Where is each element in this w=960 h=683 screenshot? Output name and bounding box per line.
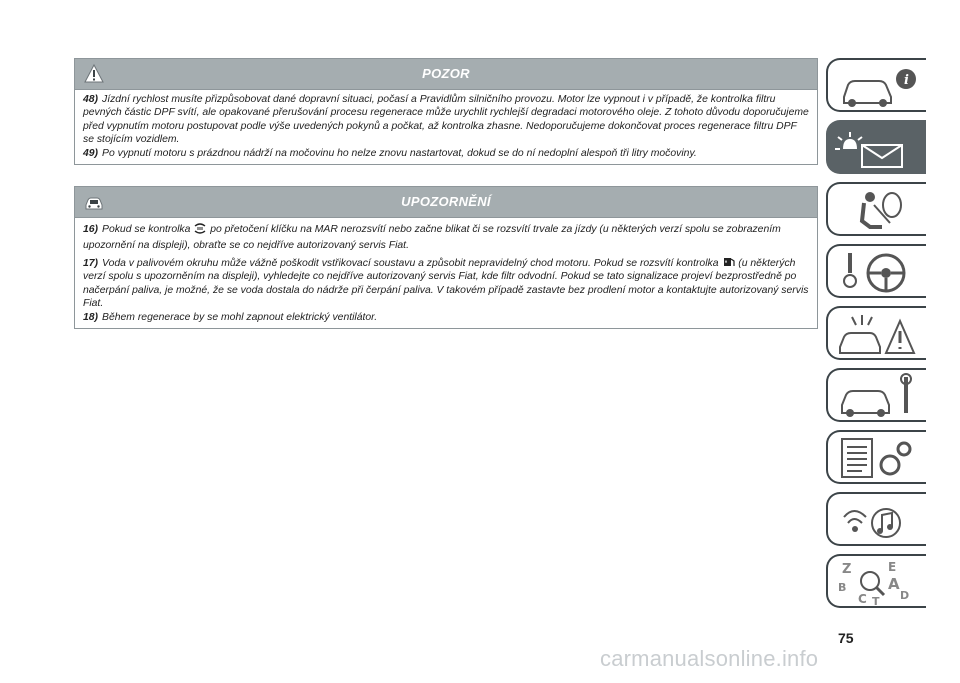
tab-multimedia[interactable] [826, 492, 926, 546]
maintenance-icon [834, 373, 924, 419]
technical-data-icon [834, 435, 924, 481]
pozor-body [75, 90, 817, 164]
paragraph-17 [83, 257, 809, 311]
item-text-after: (u některých verzí spolu s upozorněním na displeji), vyhledejte co nejdříve autorizovaný servis Fiat, kde filtr odvodní. Pokud se tato signalizace projeví bezprostředně po načerpání paliva, je možné, že se voda dostala do nádrže při čerpání paliva. V takovém případě zastavte bez prodlení motor a kontaktujte autorizovaný servis Fiat. [83, 258, 809, 310]
upozorneni-body [75, 218, 817, 328]
upozorneni-title: UPOZORNĚNÍ [401, 194, 491, 209]
safety-airbag-icon [834, 187, 924, 233]
svg-text:T: T [872, 595, 880, 605]
item-number: 17) [83, 258, 99, 269]
item-text: Během regenerace by se mohl zapnout elektrický ventilátor. [102, 311, 378, 323]
item-text-before: Pokud se kontrolka [102, 224, 191, 235]
multimedia-icon [834, 497, 924, 543]
svg-text:A: A [888, 575, 900, 593]
item-number: 48) [83, 94, 99, 105]
upozorneni-box [74, 186, 818, 329]
page-number: 75 [838, 630, 854, 646]
svg-text:B: B [838, 581, 847, 594]
item-number: 49) [83, 147, 99, 159]
index-icon [834, 559, 924, 605]
svg-text:i: i [904, 73, 909, 88]
upozorneni-header [75, 187, 817, 218]
pozor-title: POZOR [422, 66, 470, 81]
tab-technical-data[interactable] [826, 430, 926, 484]
pozor-header [75, 59, 817, 90]
water-in-fuel-icon [721, 257, 735, 268]
item-text: Po vypnutí motoru s prázdnou nádrží na močovinu ho nelze znovu nastartovat, dokud se do ní nedoplní alespoň tři litry močoviny. [102, 147, 697, 159]
watermark: carmanualsonline.info [600, 646, 819, 671]
pozor-box [74, 58, 818, 165]
tab-index[interactable] [826, 554, 926, 608]
glow-plug-icon [193, 223, 207, 234]
svg-text:C: C [858, 592, 867, 605]
item-text-after: po přetočení klíčku na MAR nerozsvítí nebo začne blikat či se rozsvítí trvale za jízdy (u některých verzí spolu se zobrazením upozornění na displeji), obraťte se co nejdříve autorizovaný servis Fiat. [83, 224, 781, 251]
tab-car-info[interactable] [826, 58, 926, 112]
svg-text:D: D [900, 589, 910, 602]
starting-driving-icon [834, 249, 924, 295]
car-info-icon [834, 63, 924, 109]
paragraph-18 [83, 311, 809, 324]
item-text: Jízdní rychlost musíte přizpůsobovat dané dopravní situaci, počasí a Pravidlům silničního provozu. Motor lze vypnout i v případě, že kontrolka filtru pevných částic DPF svítí, ale opakované přerušování procesu regenerace může urychlit rychlejší degradaci motorového oleje. Z tohoto důvodu doporučujeme před vypnutím motoru postupovat podle výše uvedených pokynů a počkat, až kontrolka zhasne. Nedoporučujeme dokončovat proces regenerace filtru DPF se stojícím vozidlem. [83, 94, 809, 146]
svg-text:Z: Z [842, 562, 852, 577]
paragraph-49 [83, 147, 809, 160]
tab-safety[interactable] [826, 182, 926, 236]
item-text-before: Voda v palivovém okruhu může vážně poškodit vstřikovací soustavu a způsobit nepravidelný chod motoru. Pokud se rozsvítí kontrolka [102, 258, 719, 269]
item-number: 18) [83, 311, 99, 323]
svg-text:E: E [888, 560, 897, 574]
tab-dashboard[interactable] [826, 120, 926, 174]
tab-emergency[interactable] [826, 306, 926, 360]
paragraph-48 [83, 93, 809, 147]
dashboard-warning-lights-icon [834, 125, 924, 171]
tab-maintenance[interactable] [826, 368, 926, 422]
item-number: 16) [83, 224, 99, 235]
paragraph-16 [83, 222, 809, 254]
emergency-icon [834, 311, 924, 357]
tab-starting-driving[interactable] [826, 244, 926, 298]
